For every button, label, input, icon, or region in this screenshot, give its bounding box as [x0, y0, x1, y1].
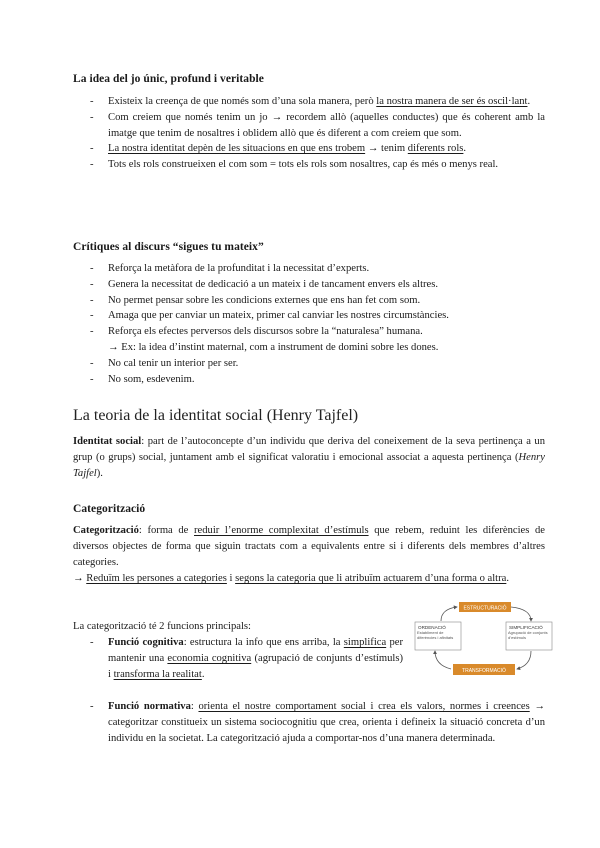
heading-critiques: Crítiques al discurs “sigues tu mateix”: [73, 241, 264, 253]
right-box-title: SIMPLIFICACIÓ: [509, 625, 543, 630]
list-item: - No som, esdevenim.: [90, 372, 545, 388]
right-box-sub: Agrupació de conjunts d’estímuls: [508, 631, 548, 640]
list-item: - Existeix la creença de que només som d’una sola manera, però la nostra manera de ser és oscil·lant.: [90, 94, 545, 110]
list-item: - Funció cognitiva: estructura la info que ens arriba, la simplifica per mantenir una economia cognitiva (agrupació de conjunts d’estímuls) i transforma la realitat.: [90, 635, 403, 682]
paragraph-categoritzacio-consequence: → Reduïm les persones a categories i segons la categoria que li atribuïm actuarem d’una forma o altra.: [73, 573, 509, 584]
functions-intro: La categorització té 2 funcions principals:: [73, 621, 251, 632]
list-item: - Genera la necessitat de dedicació a un mateix i de tancament envers els altres.: [90, 277, 545, 293]
cycle-arrow: [441, 607, 457, 621]
list-item: - Tots els rols construeixen el com som = tots els rols som nosaltres, cap és més o menys real.: [90, 157, 545, 173]
paragraph-categoritzacio: Categorització: forma de reduir l’enorme complexitat d’estímuls que rebem, reduint les diferències de diversos objectes de forma que siguin tractats com a equivalents entre si i diferents dels membres d’altres categories.: [73, 525, 545, 568]
list-item: - Reforça la metàfora de la profunditat i la necessitat d’experts.: [90, 261, 545, 277]
heading-identitat-social: La teoria de la identitat social (Henry Tajfel): [73, 407, 359, 424]
list-item: - No permet pensar sobre les condicions externes que ens han fet com som.: [90, 293, 545, 309]
cycle-arrow: [517, 651, 531, 669]
heading-categoritzacio: Categorització: [73, 503, 146, 515]
list-critiques: [90, 261, 545, 387]
list-jo-unic: [90, 94, 545, 173]
categorization-cycle-diagram: [413, 601, 553, 679]
right-box-sub-wrap: [508, 631, 551, 650]
list-funcio-cognitiva: [90, 635, 403, 682]
left-box-sub: Establiment de diferències i afinitats: [417, 631, 454, 640]
top-box-label: ESTRUCTURACIÓ: [463, 605, 507, 612]
list-item: - Amaga que per canviar un mateix, primer cal canviar les nostres circumstàncies.: [90, 308, 545, 324]
cycle-arrow: [435, 651, 451, 669]
left-box-title: ORDENACIÓ: [418, 625, 446, 630]
left-box-sub-wrap: [417, 631, 460, 650]
list-item: - Reforça els efectes perversos dels discursos sobre la “naturalesa” humana.: [90, 324, 545, 340]
cycle-arrow: [511, 607, 531, 621]
heading-jo-unic: La idea del jo únic, profund i veritable: [73, 73, 264, 85]
list-item: - No cal tenir un interior per ser.: [90, 356, 545, 372]
bottom-box-label: TRANSFORMACIÓ: [462, 668, 506, 674]
list-example: → Ex: la idea d’instint maternal, com a instrument de domini sobre les dones.: [108, 341, 439, 353]
list-funcio-normativa: [90, 699, 545, 746]
list-item: - Funció normativa: orienta el nostre comportament social i crea els valors, normes i creences → categoritzar constitueix un sistema sociocognitiu que crea, orienta i defineix la situació concreta d’un individu en la societat. La categorització ajuda a comportar-nos d’una manera determinada.: [90, 699, 545, 746]
list-item: - La nostra identitat depèn de les situacions en que ens trobem → tenim diferents rols.: [90, 141, 545, 157]
list-item: - Com creiem que només tenim un jo → recordem allò (aquelles conductes) que és coherent amb la imatge que tenim de nosaltres i oblidem allò que és diferent a com creiem que som.: [90, 110, 545, 142]
paragraph-identitat-social: Identitat social: part de l’autoconcepte d’un individu que deriva del coneixement de la seva pertinença a un grup (o grups) social, juntament amb el significat valoratiu i emocional associat a aquesta pertinença (Henry Tajfel).: [73, 436, 545, 479]
